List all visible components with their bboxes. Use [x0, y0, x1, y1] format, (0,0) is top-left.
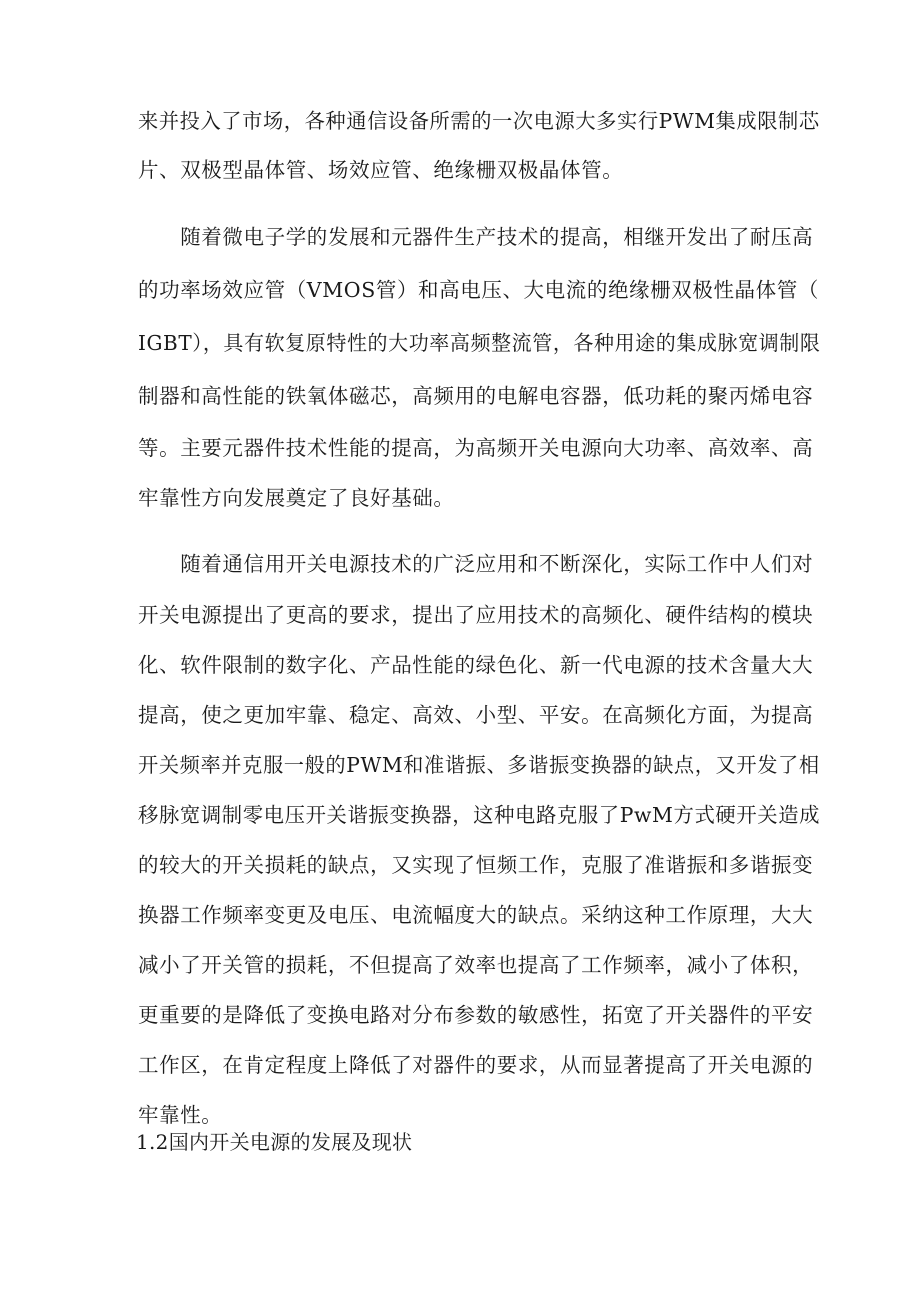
paragraph-2-line-5: 等。主要元器件技术性能的提高，为高频开关电源向大功率、高效率、高	[138, 436, 814, 460]
paragraph-3-line-7: 的较大的开关损耗的缺点，又实现了恒频工作，克服了准谐振和多谐振变	[138, 853, 814, 877]
paragraph-3-line-8: 换器工作频率变更及电压、电流幅度大的缺点。采纳这种工作原理，大大	[138, 903, 814, 927]
paragraph-2-line-3: IGBT），具有软复原特性的大功率高频整流管，各种用途的集成脉宽调制限	[138, 331, 821, 355]
paragraph-2-line-4: 制器和高性能的铁氧体磁芯，高频用的电解电容器，低功耗的聚丙烯电容	[138, 384, 814, 408]
paragraph-2-line-2: 的功率场效应管（VMOS管）和高电压、大电流的绝缘栅双极性晶体管（	[138, 278, 819, 302]
paragraph-3-line-5: 开关频率并克服一般的PWM和准谐振、多谐振变换器的缺点，又开发了相	[138, 753, 820, 777]
paragraph-3-line-4: 提高，使之更加牢靠、稳定、高效、小型、平安。在高频化方面，为提高	[138, 703, 814, 727]
paragraph-3-line-11: 工作区，在肯定程度上降低了对器件的要求，从而显著提高了开关电源的	[138, 1053, 814, 1077]
paragraph-3-line-1: 随着通信用开关电源技术的广泛应用和不断深化，实际工作中人们对	[138, 552, 814, 576]
section-heading: 1.2国内开关电源的发展及现状	[136, 1130, 413, 1154]
paragraph-1-line-1: 来并投入了市场，各种通信设备所需的一次电源大多实行PWM集成限制芯	[138, 109, 820, 133]
paragraph-3-line-6: 移脉宽调制零电压开关谐振变换器，这种电路克服了PwM方式硬开关造成	[138, 803, 821, 827]
paragraph-3-line-2: 开关电源提出了更高的要求，提出了应用技术的高频化、硬件结构的模块	[138, 603, 814, 627]
paragraph-1-line-2: 片、双极型晶体管、场效应管、绝缘栅双极晶体管。	[138, 158, 624, 182]
paragraph-2-line-1: 随着微电子学的发展和元器件生产技术的提高，相继开发出了耐压高	[138, 225, 814, 249]
paragraph-3-line-3: 化、软件限制的数字化、产品性能的绿色化、新一代电源的技术含量大大	[138, 653, 814, 677]
paragraph-3-line-9: 减小了开关管的损耗，不但提高了效率也提高了工作频率，减小了体积，	[138, 953, 814, 977]
paragraph-3-line-10: 更重要的是降低了变换电路对分布参数的敏感性，拓宽了开关器件的平安	[138, 1003, 814, 1027]
paragraph-3-line-12: 牢靠性。	[138, 1103, 223, 1127]
paragraph-2-line-6: 牢靠性方向发展奠定了良好基础。	[138, 486, 455, 510]
